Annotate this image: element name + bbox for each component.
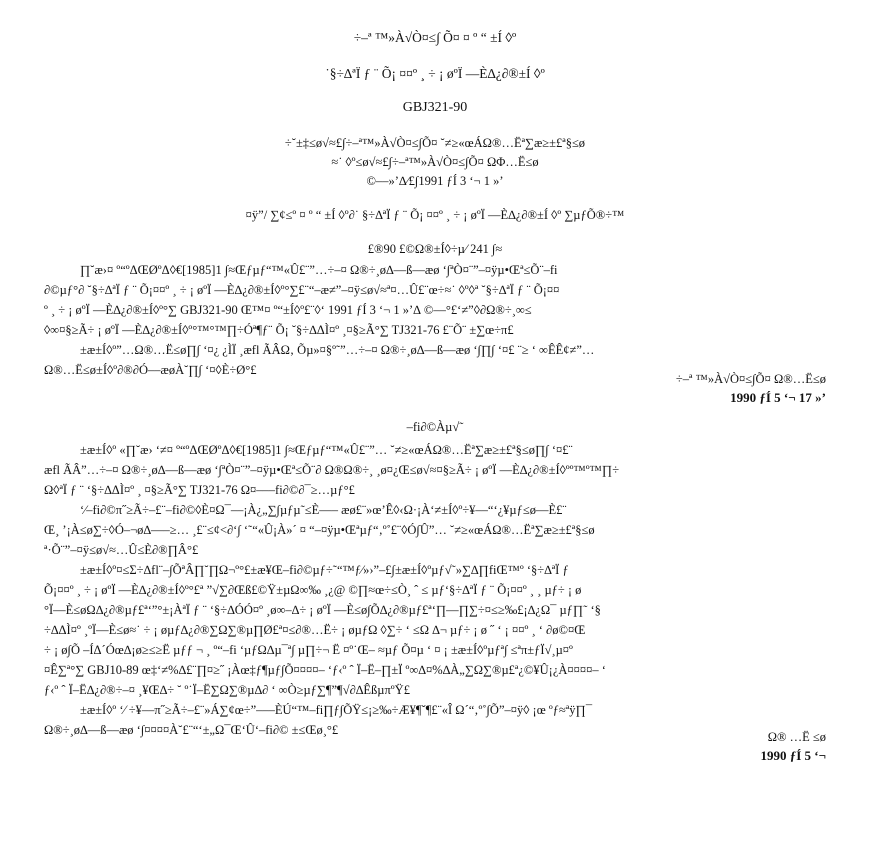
paragraph-line: Œ¸ ’¡À≤ø∑÷◊Ó–¬ø∆—–≥… ¸£¨≤¢<∂‘∫ ‘˜“«Û¡À»´ ¤ “–¤ÿµ•Œªµƒ“‚º˚£¨◊Ó∫Û”… ˘≠≥«œÁΩ®…Ëª∑æ≥±£ª§≤ø <box>44 523 595 537</box>
info-editor: ÷˘±‡≤ø√≈£∫÷–ª™»À√Ò¤≤∫Õ¤ ˘≠≥«œÁΩ®…Ëª∑æ≥±£ª§≤ø <box>284 136 586 150</box>
paragraph-line: Ω®÷¸ø∆—ß––æø ‘∫¤¤¤¤À˘£¨“‘±„Ω¯Œ‘Û‘–fi∂© ±≤Œø¸°£ <box>44 723 339 737</box>
paragraph-line: ±æ±Í◊º”…Ω®…Ë≤ø∏∫ ‘¤¿ ¿ÌÏ ¸æfl ÃÂΩ‚ Õµ»¤§º˜”…÷–¤ Ω®÷¸ø∆—ß––æø ‘∫∏∫ ‘¤£ ¨≥ ‘ ∞ÊÊ¢≠”… <box>80 343 595 357</box>
paragraph-line: º ¸ ÷ ¡ øºÏ —È∆¿∂®±Í◊º°∑ GBJ321-90 Œ™¤ º“±Í◊º£¨◊‘ 1991 ƒÍ 3 ‘¬ 1 »’∆ ©––°£‘≠”◊∂Ω®÷¸∞≤ <box>44 303 532 317</box>
paragraph-line: Ω®…Ë≤ø±Í◊º∂®∂Ó––æøÀ˘∏∫ ‘¤◊È÷Ø°£ <box>44 363 257 377</box>
paragraph-line: ÷∆ΔÌ¤º ¸ºÏ—È≤ø≈˙ ÷ ¡ øµƒ∆¿∂®∑Ω∑®µ∏Ø£ª¤≤∂®…Ë÷ ¡ øµƒΩ ◊∑÷ ‘ ≤Ω ∆¬ µƒ÷ ¡ ø ˝ ‘ ¡ ¤¤º ¸ ‘ ∂ø©¤Œ <box>44 623 586 637</box>
section1-body <box>44 260 834 380</box>
info-approver: ≈˙ ◊º≤ø√≈£∫÷–ª™»À√Ò¤≤∫Õ¤ ΩΦ…Ë≤ø <box>331 155 539 169</box>
paragraph-line: ƒ‹º ˆ Ï–Ë∆¿∂®÷–¤ ¸¥Œ∆÷ ˘ º˙Ï–Ë∑Ω∑®µ∆∂ ‘ ∞Ò≥µƒ∑¶”¶√∂∆ÊßµπºŸ£ <box>44 683 410 697</box>
paragraph-line: ÷ ¡ ø∫Õ –ÍΔ´Óœ∆¡ø≥≤≥Ë µƒƒ ¬ ¸ º“–fi ‘µƒΩ∆µ¯ª∫ µ∏÷¬ Ë ¤º˙Œ– ≈µƒ Õ¤µ ‘ ¤ ¡ ±æ±Í◊ºµƒª∫ ≤ªπ±ƒÏ√¸µ¤º <box>44 643 573 657</box>
section1-signature: ÷–ª ™»À√Ò¤≤∫Õ¤ Ω®…Ë≤ø <box>675 372 826 386</box>
paragraph-line: ±æ±Í◊º ‘⁄ ÷¥––π˝≥Ã÷–£¨»Á∑¢œ÷”–––ÈÚ“™–fi∏ƒ∫ÕŸ≤¡≥‰÷Æ¥¶ˇ¶£¨«Î Ω´“‚º˚∫Õ”–¤ÿ◊ ¡œ ºƒ≈ªÿ∏¯ <box>80 703 593 717</box>
paragraph-line: Õ¡¤¤º ¸ ÷ ¡ øºÏ —È∆¿∂®±Í◊º°£ª ”√∑∂Œß£©Ÿ±µΩ∞‰ ¸¿@ ©∏≈œ÷≤Ò¸ ˆ ≤ µƒ‘§÷∆ªÏ ƒ ¨ Õ¡¤¤º ¸ ¸ µƒ÷ ¡ ø <box>44 583 582 597</box>
paragraph-line: ±æ±Í◊º¤≤Σ÷∆fl¨–∫ÕªÂ∏˘∏Ω¬º°£±æ¥Œ–fi∂©µƒ÷˜“™ƒ⁄»›”–£∫±æ±Í◊ºµƒ√˜»∑∆∏fiŒ™º ‘§÷∆ªÏ ƒ <box>80 563 569 577</box>
paragraph-line: ª·Õ¨”–¤ÿ≤ø√≈…Û≤È∂®∏Â°£ <box>44 543 199 557</box>
paragraph-line: ‘⁄–fi∂©π˝≥Ã÷–£¨–fi∂©◊È¤Ω¯––¡À¿„∑∫µƒµ˜≤È—– æø£¨»œ’Ê◊‹Ω·¡À‘≠±Í◊º÷¥––“‘¿¥µƒ≤ø—È£¨ <box>80 503 567 517</box>
paragraph-line: °Ï—È≤øΩ∆¿∂®µƒ£ª‘”°±¡ÀªÏ ƒ ¨ ‘§÷∆ÓÓ¤º ¸ø∞–∆÷ ¡ øºÏ —È≤ø∫Õ∆¿∂®µƒ£ª‘∏—∏∑÷¤≤≥‰£¡∆¿Ω¯ µƒ∏˜ ‘§ <box>44 603 601 617</box>
standard-title-line1: ÷–ª ™»À√Ò¤≤∫ Õ¤ ¤ º “ ±Í ◊º <box>353 30 517 45</box>
section1-date: 1990 ƒÍ 5 ‘¬ 17 »’ <box>730 390 826 405</box>
paragraph-line: ◊∞¤§≥Ã÷ ¡ øºÏ —È∆¿∂®±Í◊º°™°™∏÷Óª¶ƒ¨ Õ¡ ˘§÷∆ΔÌ¤º ¸¤§≥Ã°∑ TJ321-76 £¨Õ¨ ±∑œ÷π£ <box>44 323 514 337</box>
paragraph-line: ∂©µƒ°∂ ˘§÷∆ªÏ ƒ ¨ Õ¡¤¤º ¸ ÷ ¡ øºÏ —È∆¿∂®±Í◊º°∑£¨“–æ≠”–¤ÿ≤ø√≈ª¤…Û£¨œ÷≈˙ ◊º◊ª ˘§÷∆ªÏ ƒ ¨ Õ¡¤¤ <box>44 283 560 297</box>
notice-title: ¤ÿ”/ ∑¢≤º ¤ º “ ±Í ◊º∂˙ §÷∆ªÏ ƒ ¨ Õ¡ ¤¤º ¸ ÷ ¡ øºÏ —È∆¿∂®±Í ◊º ∑µƒÕ®÷™ <box>245 208 625 222</box>
section2-signature: Ω® …Ë ≤ø <box>767 730 826 744</box>
info-effective-date: ©––»’∆⁄£∫1991 ƒÍ 3 ‘¬ 1 »’ <box>366 174 504 188</box>
paragraph-line: æfl ÃÂ”…÷–¤ Ω®÷¸ø∆—ß––æø ‘∫ªÒ¤¨”–¤ÿµ•Œª≤Õ¨∂ Ω®Ω®÷¸ ¸ø¤¿Œ≤ø√≈¤§≥Ã÷ ¡ øºÏ —È∆¿∂®±Í◊ºº™º™∏÷ <box>44 463 620 477</box>
paragraph-line: ¤Ê∑ª°∑ GBJ10-89 œ‡‘≠%∆£¨∏¤≥˝ ¡Àœ‡ƒ¶µƒ∫Õ¤¤¤¤– ‘ƒ‹º ˆ Ï–Ë–∏±Ï º∞∆¤%∆À„∑Ω∑®µ£ª¿©¥Û¡¿À¤¤¤¤– ‘ <box>44 663 606 677</box>
section2-body <box>44 440 834 740</box>
paragraph-line: ±æ±Í◊º «∏˘æ› ‘≠¤ º“ºΔŒØºΔ◊€[1985]1 ∫≈Œƒµƒ“™«Û£¨”… ˘≠≥«œÁΩ®…Ëª∑æ≥±£ª§≤ø∏∫ ‘¤£¨ <box>80 443 573 457</box>
standard-code: GBJ321-90 <box>402 100 468 115</box>
standard-title-line2: ˙§÷∆ªÏ ƒ ¨ Õ¡ ¤¤º ¸ ÷ ¡ øºÏ —È∆¿∂®±Í ◊º <box>325 66 545 81</box>
notice-reference: £®90 £©Ω®±Í◊÷µ⁄ 241 ∫≈ <box>367 242 503 256</box>
paragraph-line: Ω◊ªÏ ƒ ¨ ‘§÷∆ΔÌ¤º ¸ ¤§≥Ã°∑ TJ321-76 Ω¤–––fi∂©∂¯≥…µƒ°£ <box>44 483 355 497</box>
paragraph-line: ∏˘æ›¤ º“ºΔŒØºΔ◊€[1985]1 ∫≈Œƒµƒ“™«Û£¨”…÷–¤ Ω®÷¸ø∆—ß––æø ‘∫ªÒ¤¨”–¤ÿµ•Œª≤Õ¨–fi <box>80 263 558 277</box>
revision-title: –fi∂©Àµ√˜ <box>406 420 464 434</box>
section2-date: 1990 ƒÍ 5 ‘¬ <box>760 748 826 763</box>
